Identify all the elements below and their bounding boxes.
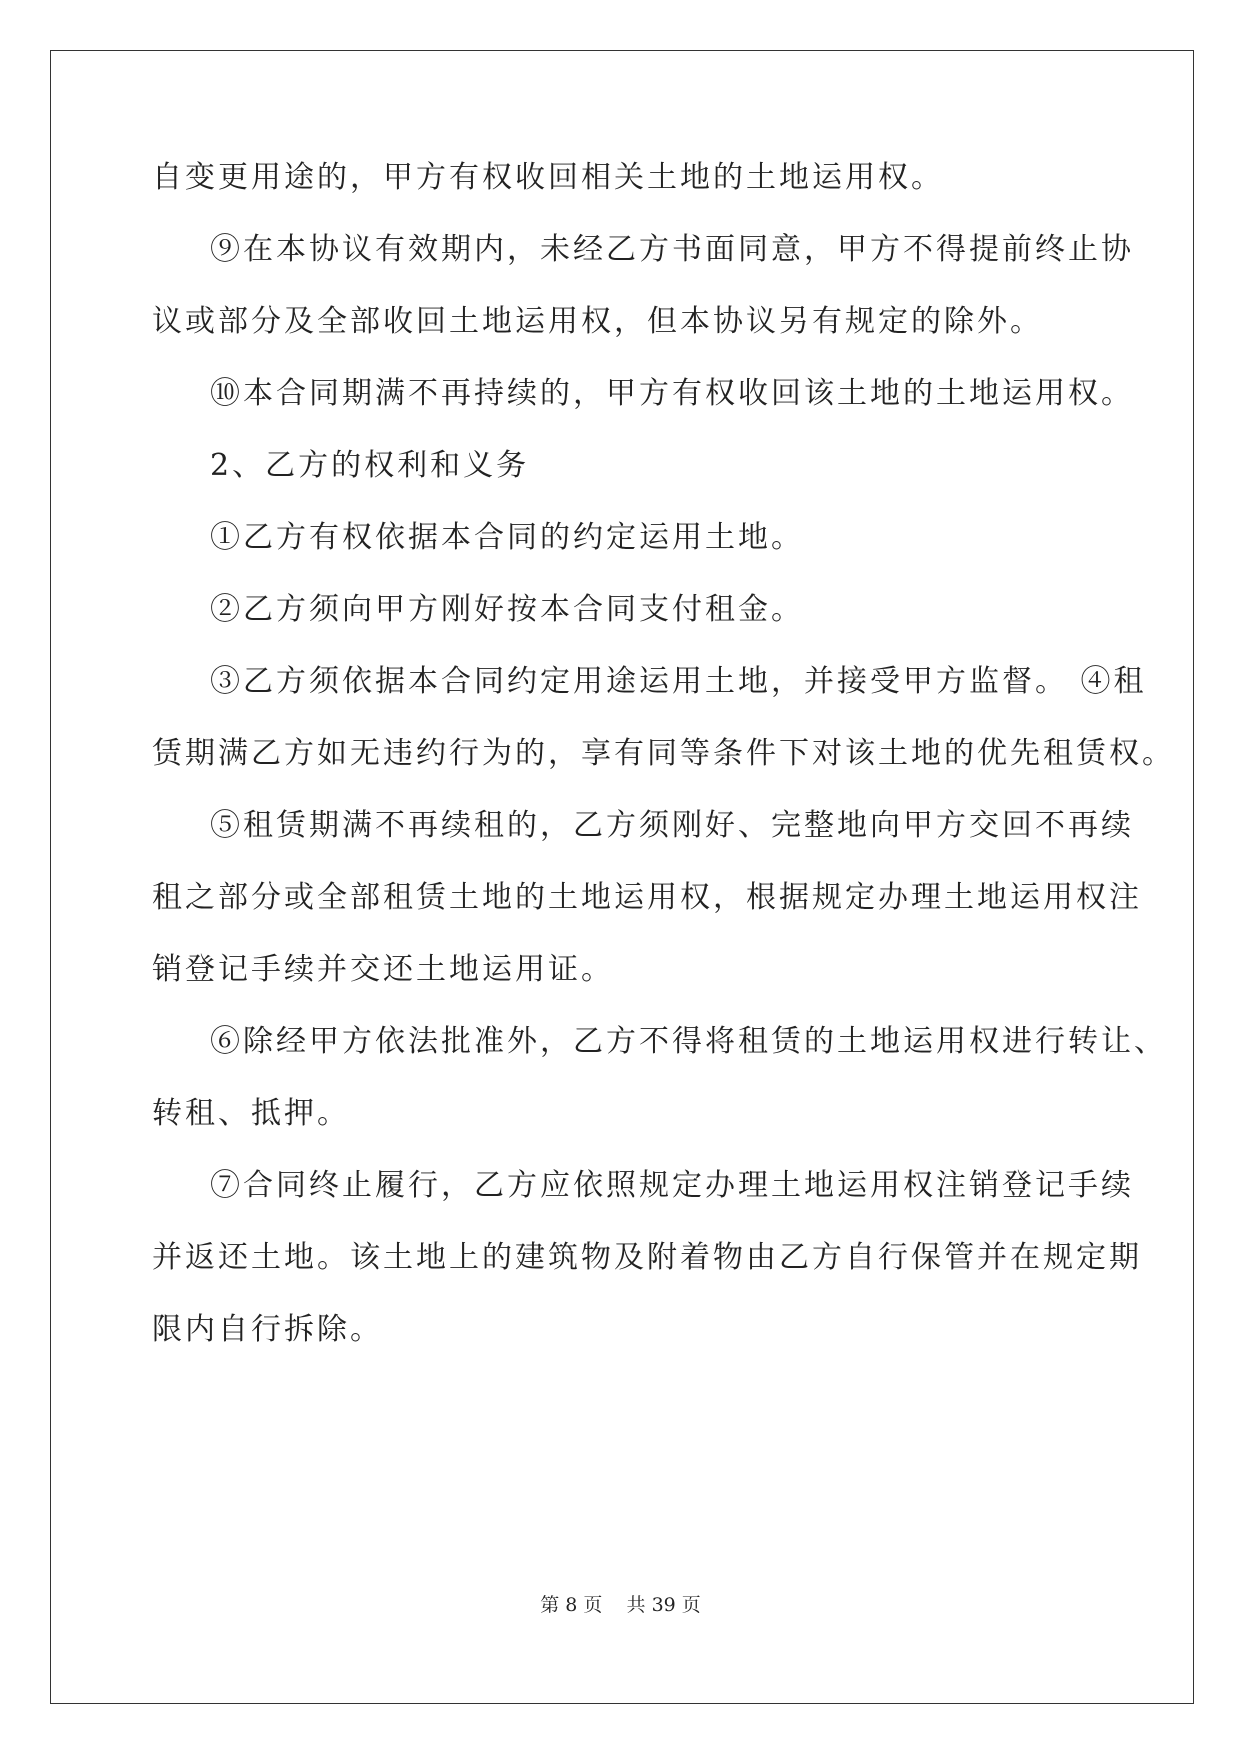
text-line: 赁期满乙方如无违约行为的，享有同等条件下对该土地的优先租赁权。 (152, 736, 1175, 771)
text-line: 转租、抵押。 (152, 1096, 350, 1131)
text-line: 租之部分或全部租赁土地的土地运用权，根据规定办理土地运用权注 (152, 880, 1142, 915)
text-line: ⑨在本协议有效期内，未经乙方书面同意，甲方不得提前终止协 (210, 232, 1134, 267)
page-number-footer: 第 8 页 共 39 页 (540, 1594, 701, 1616)
text-line: ⑥除经甲方依法批准外，乙方不得将租赁的土地运用权进行转让、 (210, 1024, 1167, 1059)
text-line: 限内自行拆除。 (152, 1312, 383, 1347)
text-line: 自变更用途的，甲方有权收回相关土地的土地运用权。 (152, 160, 944, 195)
text-line: 销登记手续并交还土地运用证。 (152, 952, 614, 987)
text-line: ⑩本合同期满不再持续的，甲方有权收回该土地的土地运用权。 (210, 376, 1134, 411)
page-border (50, 50, 1194, 1704)
text-line: 并返还土地。该土地上的建筑物及附着物由乙方自行保管并在规定期 (152, 1240, 1142, 1275)
text-line: ③乙方须依据本合同约定用途运用土地，并接受甲方监督。 ④租 (210, 664, 1147, 699)
text-line: ②乙方须向甲方刚好按本合同支付租金。 (210, 592, 804, 627)
text-line: ①乙方有权依据本合同的约定运用土地。 (210, 520, 804, 555)
section-heading: 2、乙方的权利和义务 (210, 448, 530, 483)
text-line: 议或部分及全部收回土地运用权，但本协议另有规定的除外。 (152, 304, 1043, 339)
text-line: ⑦合同终止履行，乙方应依照规定办理土地运用权注销登记手续 (210, 1168, 1134, 1203)
text-line: ⑤租赁期满不再续租的，乙方须刚好、完整地向甲方交回不再续 (210, 808, 1134, 843)
